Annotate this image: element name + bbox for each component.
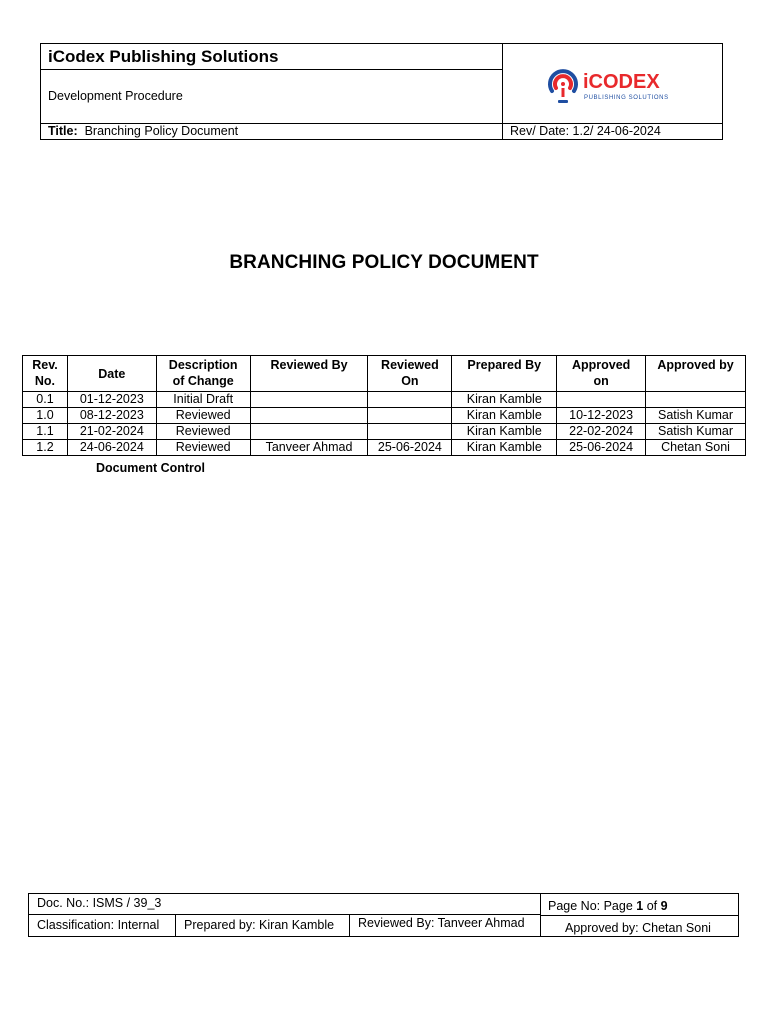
table-row xyxy=(23,424,746,440)
title-cell xyxy=(41,124,503,140)
column-header: Rev. No. xyxy=(23,356,68,392)
page-prefix: Page No: Page xyxy=(548,899,637,913)
table-cell: 22-02-2024 xyxy=(557,424,646,440)
table-cell: Reviewed xyxy=(156,440,250,456)
classification: Classification: Internal xyxy=(29,915,176,936)
column-header: Reviewed On xyxy=(368,356,452,392)
table-cell xyxy=(557,392,646,408)
column-header: Approved on xyxy=(557,356,646,392)
table-cell xyxy=(368,424,452,440)
title-label: Title: xyxy=(48,124,78,138)
table-cell: Chetan Soni xyxy=(646,440,746,456)
table-cell: 1.2 xyxy=(23,440,68,456)
procedure-name: Development Procedure xyxy=(41,70,503,123)
table-cell: Kiran Kamble xyxy=(452,424,557,440)
page-number xyxy=(541,894,738,915)
table-caption: Document Control xyxy=(96,461,206,475)
table-header-row xyxy=(23,356,746,392)
table-cell: Kiran Kamble xyxy=(452,392,557,408)
company-name: iCodex Publishing Solutions xyxy=(41,44,503,70)
document-footer xyxy=(28,893,739,937)
logo-tagline: PUBLISHING SOLUTIONS xyxy=(583,94,669,101)
prepared-by: Prepared by: Kiran Kamble xyxy=(176,915,350,936)
title-value: Branching Policy Document xyxy=(84,124,239,138)
column-header: Description of Change xyxy=(156,356,250,392)
document-header xyxy=(40,43,723,140)
table-cell: 08-12-2023 xyxy=(67,408,156,424)
table-cell: 1.0 xyxy=(23,408,68,424)
table-cell xyxy=(368,392,452,408)
table-cell: 25-06-2024 xyxy=(368,440,452,456)
page-current: 1 xyxy=(636,899,644,913)
table-cell: 21-02-2024 xyxy=(67,424,156,440)
column-header: Reviewed By xyxy=(250,356,368,392)
footer-row xyxy=(29,915,738,936)
reviewed-by: Reviewed By: Tanveer Ahmad xyxy=(350,915,541,936)
table-cell xyxy=(250,392,368,408)
table-cell xyxy=(646,392,746,408)
table-cell: 24-06-2024 xyxy=(67,440,156,456)
approved-by: Approved by: Chetan Soni xyxy=(541,915,738,936)
table-cell xyxy=(250,408,368,424)
table-cell: Kiran Kamble xyxy=(452,440,557,456)
table-cell: Satish Kumar xyxy=(646,408,746,424)
table-cell: Initial Draft xyxy=(156,392,250,408)
column-header: Approved by xyxy=(646,356,746,392)
table-cell xyxy=(368,408,452,424)
company-logo xyxy=(503,44,722,123)
icodex-logo-icon xyxy=(543,61,683,107)
table-row xyxy=(23,440,746,456)
page-total: 9 xyxy=(660,899,668,913)
revision-table xyxy=(22,355,746,456)
logo-wordmark: iCODEX xyxy=(582,70,660,93)
table-cell: 1.1 xyxy=(23,424,68,440)
page-of: of xyxy=(643,899,661,913)
title-row xyxy=(41,123,722,140)
document-title: BRANCHING POLICY DOCUMENT xyxy=(229,252,539,273)
table-cell xyxy=(250,424,368,440)
rev-date: Rev/ Date: 1.2/ 24-06-2024 xyxy=(510,124,661,138)
table-cell: 10-12-2023 xyxy=(557,408,646,424)
doc-number: Doc. No.: ISMS / 39_3 xyxy=(29,894,541,915)
table-cell: 0.1 xyxy=(23,392,68,408)
table-cell: Tanveer Ahmad xyxy=(250,440,368,456)
column-header: Date xyxy=(67,356,156,392)
table-cell: 01-12-2023 xyxy=(67,392,156,408)
table-cell: Satish Kumar xyxy=(646,424,746,440)
table-cell: Reviewed xyxy=(156,408,250,424)
table-row xyxy=(23,392,746,408)
table-cell: 25-06-2024 xyxy=(557,440,646,456)
table-row xyxy=(23,408,746,424)
table-cell: Reviewed xyxy=(156,424,250,440)
column-header: Prepared By xyxy=(452,356,557,392)
table-cell: Kiran Kamble xyxy=(452,408,557,424)
